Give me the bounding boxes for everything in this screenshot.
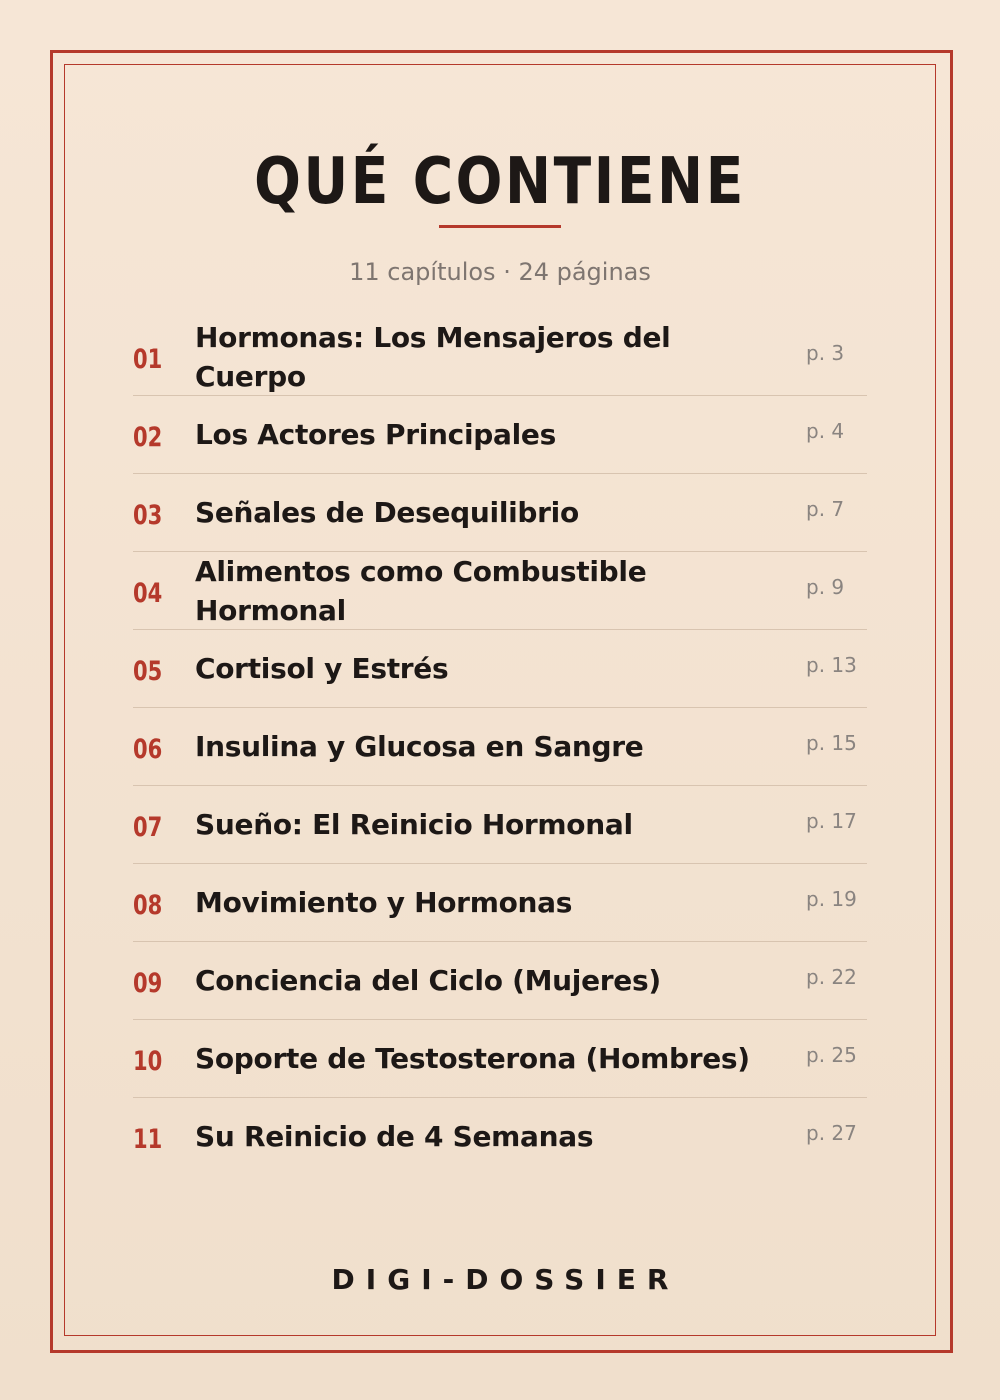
chapter-page: p. 3 (806, 340, 845, 365)
chapter-page: p. 7 (806, 496, 845, 521)
toc-row (133, 1020, 867, 1098)
chapter-page: p. 19 (806, 886, 857, 911)
chapter-number: 09 (133, 968, 163, 999)
chapter-number: 02 (133, 422, 163, 453)
toc-row (133, 318, 867, 396)
chapter-number: 10 (133, 1046, 163, 1077)
table-of-contents (133, 318, 867, 1175)
chapter-number: 05 (133, 656, 163, 687)
chapter-page: p. 22 (806, 964, 857, 989)
chapter-number: 08 (133, 890, 163, 921)
chapter-page: p. 4 (806, 418, 845, 443)
chapter-title: Su Reinicio de 4 Semanas (195, 1120, 594, 1153)
page-subtitle: 11 capítulos · 24 páginas (349, 258, 651, 286)
toc-row (133, 708, 867, 786)
chapter-page: p. 15 (806, 730, 857, 755)
chapter-title: Sueño: El Reinicio Hormonal (195, 808, 633, 841)
chapter-title: Conciencia del Ciclo (Mujeres) (195, 964, 661, 997)
chapter-title: Alimentos como Combustible Hormonal (195, 554, 647, 627)
chapter-page: p. 13 (806, 652, 857, 677)
toc-row (133, 396, 867, 474)
chapter-number: 03 (133, 500, 163, 531)
toc-row (133, 942, 867, 1020)
page-title: QUÉ CONTIENE (254, 145, 746, 219)
chapter-title: Cortisol y Estrés (195, 652, 449, 685)
chapter-page: p. 17 (806, 808, 857, 833)
chapter-page: p. 25 (806, 1042, 857, 1067)
toc-row (133, 1098, 867, 1175)
chapter-number: 06 (133, 734, 163, 765)
brand-wordmark: DIGI-DOSSIER (331, 1263, 680, 1296)
chapter-number: 11 (133, 1124, 163, 1155)
toc-row (133, 474, 867, 552)
chapter-number: 01 (133, 344, 163, 375)
chapter-title: Los Actores Principales (195, 418, 556, 451)
chapter-page: p. 9 (806, 574, 845, 599)
toc-row (133, 864, 867, 942)
toc-row (133, 552, 867, 630)
toc-row (133, 786, 867, 864)
chapter-title: Hormonas: Los Mensajeros del Cuerpo (195, 320, 671, 393)
toc-row (133, 630, 867, 708)
title-underline (439, 225, 561, 228)
chapter-page: p. 27 (806, 1120, 857, 1145)
chapter-title: Movimiento y Hormonas (195, 886, 573, 919)
chapter-title: Insulina y Glucosa en Sangre (195, 730, 644, 763)
chapter-title: Soporte de Testosterona (Hombres) (195, 1042, 750, 1075)
chapter-number: 04 (133, 578, 163, 609)
chapter-number: 07 (133, 812, 163, 843)
chapter-title: Señales de Desequilibrio (195, 496, 579, 529)
